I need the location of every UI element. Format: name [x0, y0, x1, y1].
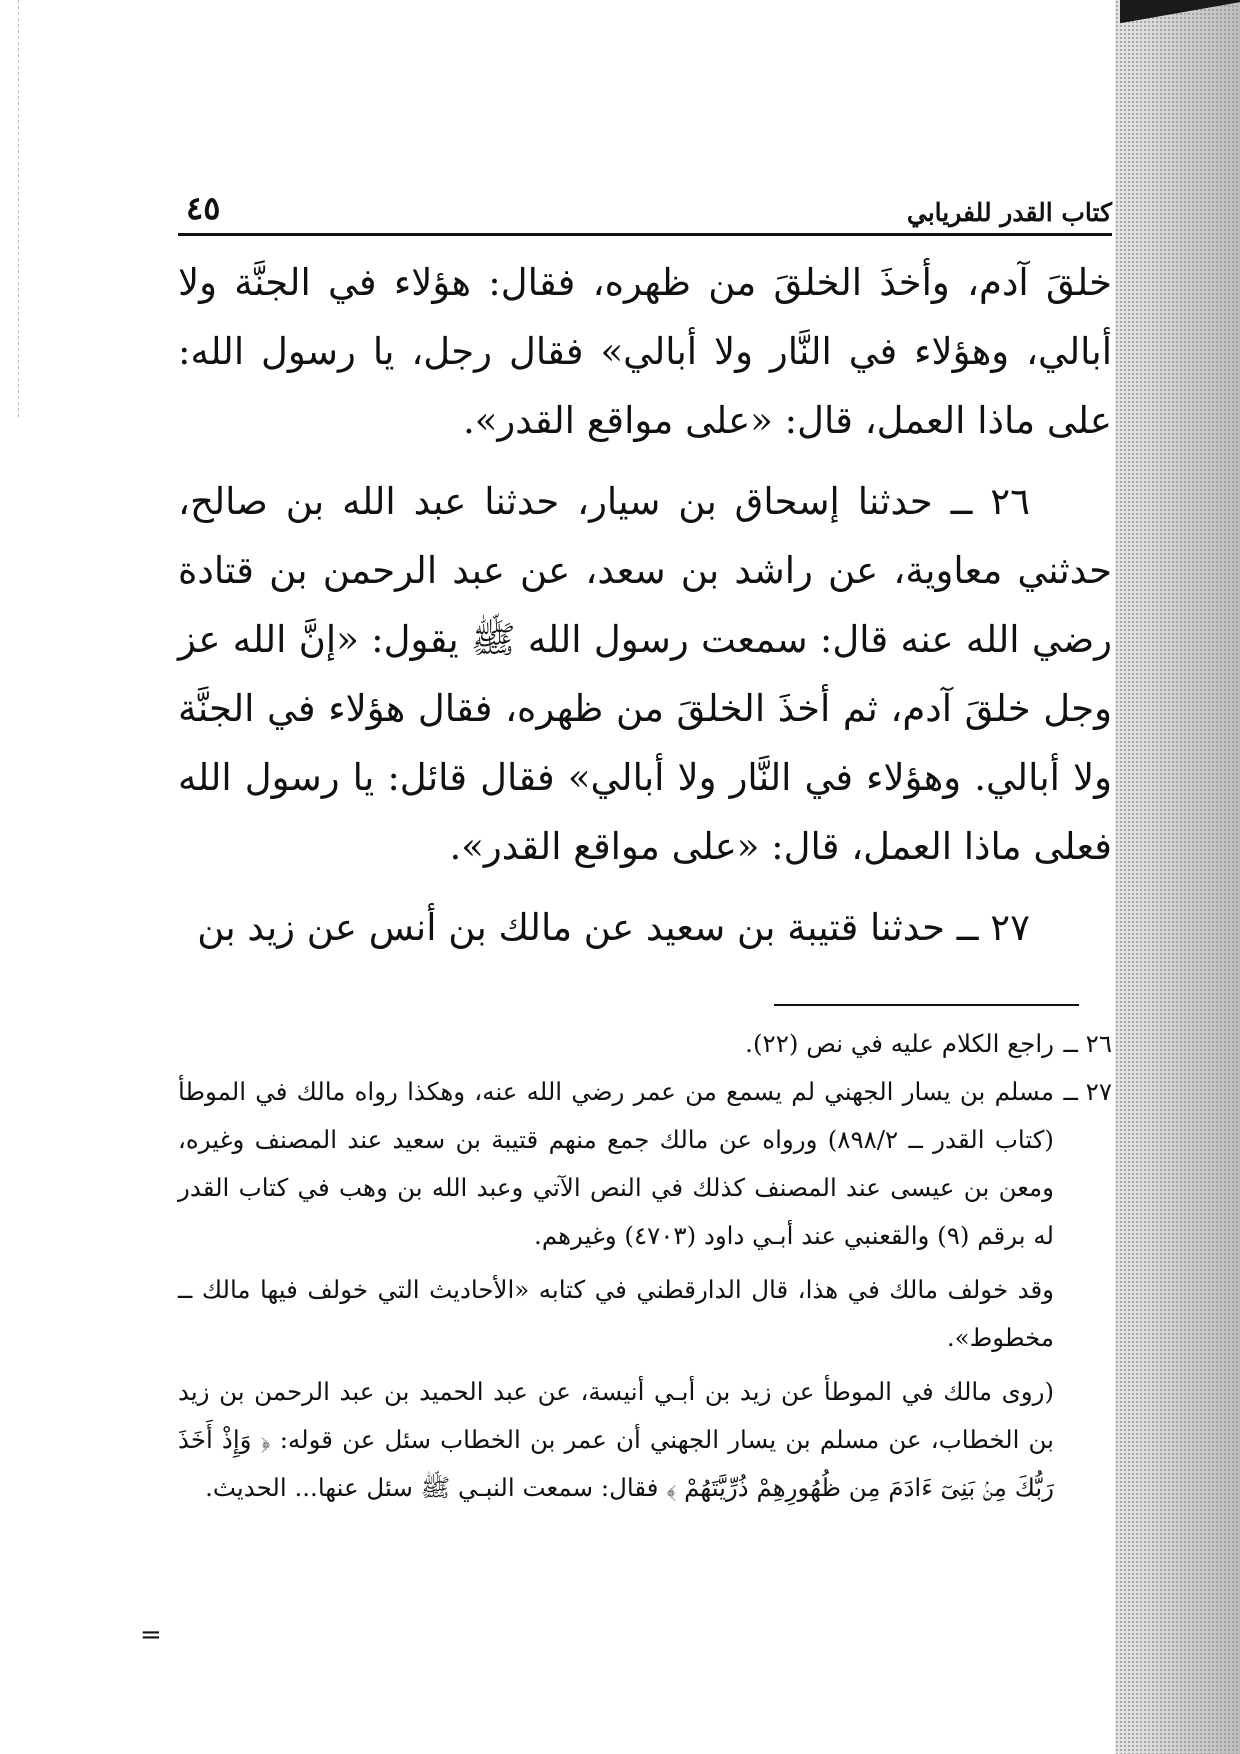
- footnotes: [178, 1020, 1112, 1512]
- scan-corner-shadow: [1120, 0, 1240, 30]
- body-paragraph-continuation: خلقَ آدم، وأخذَ الخلقَ من ظهره، فقال: هؤلاء في الجنَّة ولا أبالي، وهؤلاء في النَّار ولا أبالي» فقال رجل، يا رسول الله: على ماذا العمل، قال: «على مواقع القدر».: [178, 261, 1112, 442]
- continuation-mark: =: [140, 1620, 162, 1650]
- book-page: [178, 175, 1112, 1512]
- body-paragraph-26: ٢٦ ــ حدثنا إسحاق بن سيار، حدثنا عبد الله بن صالح، حدثني معاوية، عن راشد بن سعد، عن عبد الرحمن بن قتادة رضي الله عنه قال: سمعت رسول الله ﷺ يقول: «إنَّ الله عز وجل خلقَ آدم، ثم أخذَ الخلقَ من ظهره، فقال هؤلاء في الجنَّة ولا أبالي. وهؤلاء في النَّار ولا أبالي» فقال قائل: يا رسول الله فعلى ماذا العمل، قال: «على مواقع القدر».: [178, 480, 1112, 868]
- footnote-text: راجع الكلام عليه في نص (٢٢).: [745, 1029, 1054, 1058]
- page-number: ٤٥: [186, 189, 221, 227]
- running-title: كتاب القدر للفريابي: [906, 198, 1112, 227]
- body-paragraph-27: ٢٧ ــ حدثنا قتيبة بن سعيد عن مالك بن أنس عن زيد بن: [197, 906, 1030, 949]
- footnote-26: [178, 1020, 1112, 1068]
- footnote-27: [178, 1068, 1112, 1260]
- footnote-27-paragraph-2: وقد خولف مالك في هذا، قال الدارقطني في كتابه «الأحاديث التي خولف فيها مالك ــ مخطوط».: [178, 1275, 1054, 1352]
- scan-left-trace: [18, 0, 19, 420]
- page-header: [178, 175, 1112, 236]
- footnote-number: ٢٧ ــ: [1063, 1077, 1112, 1106]
- footnote-27-paragraph-3: (روى مالك في الموطأ عن زيد بن أبـي أنيسة، عن عبد الحميد بن عبد الرحمن بن زيد بن الخطاب، عن مسلم بن يسار الجهني أن عمر بن الخطاب سئل عن قوله: ﴿ وَإِذْ أَخَذَ رَبُّكَ مِنۢ بَنِىٓ ءَادَمَ مِن ظُهُورِهِمْ ذُرِّيَّتَهُمْ ﴾ فقال: سمعت النبـي ﷺ سئل عنها... الحديث.: [178, 1377, 1054, 1502]
- footnote-number: ٢٦ ــ: [1063, 1029, 1112, 1058]
- footnote-text: مسلم بن يسار الجهني لم يسمع من عمر رضي الله عنه، وهكذا رواه مالك في الموطأ (كتاب القدر ــ ٨٩٨/٢) ورواه عن مالك جمع منهم قتيبة بن سعيد عند المصنف وغيره، ومعن بن عيسى عند المصنف كذلك في النص الآتي وعبد الله بن وهب في كتاب القدر له برقم (٩) والقعنبي عند أبـي داود (٤٧٠٣) وغيرهم.: [178, 1077, 1054, 1250]
- footnote-separator: [774, 1004, 1079, 1006]
- scan-edge-shadow: [1115, 0, 1240, 1754]
